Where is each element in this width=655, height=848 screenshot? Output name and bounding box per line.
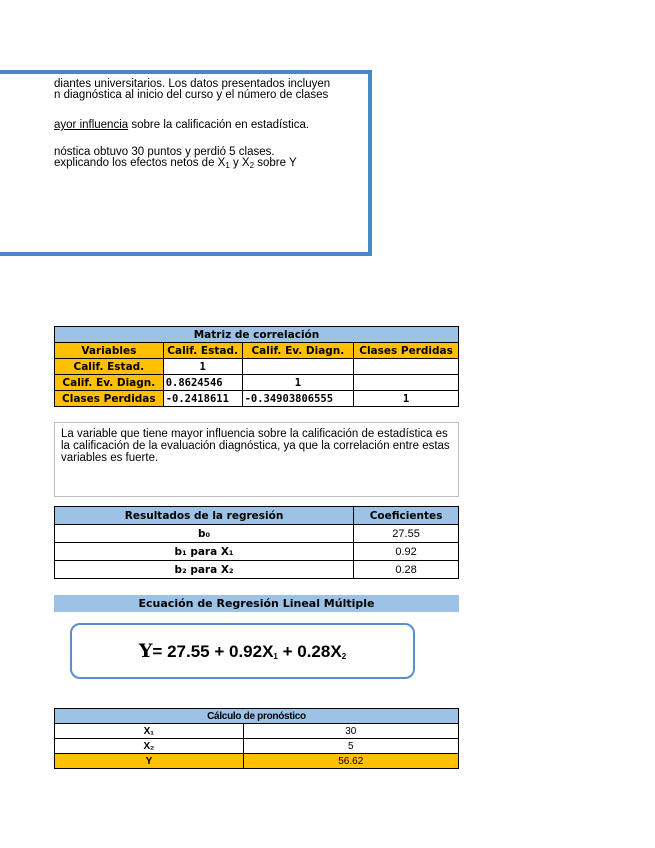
coefficients-header: Coeficientes (354, 507, 459, 525)
cell: 30 (243, 724, 458, 739)
table-row (55, 375, 459, 391)
row-label: b₂ para X₂ (55, 561, 354, 579)
equation-part-a: = 27.55 + 0.92X (152, 642, 274, 661)
row-label: b₀ (55, 525, 354, 543)
forecast-title: Cálculo de pronóstico (55, 709, 459, 724)
equation-sub-2: 2 (341, 652, 347, 661)
table-row (55, 739, 459, 754)
table-row (55, 543, 459, 561)
statement-line-3 (54, 119, 309, 131)
forecast-result: 56.62 (243, 754, 458, 769)
statement-line-5-b: y X (229, 157, 250, 169)
table-row (55, 391, 459, 407)
cell: 1 (163, 359, 242, 375)
equation-sub-1: 1 (273, 652, 278, 661)
cell: 0.8624546 (163, 375, 242, 391)
statement-line-5-a: explicando los efectos netos de X (54, 157, 226, 169)
correlation-header-row (55, 343, 459, 359)
statement-line-3-rest: sobre la calificación en estadística. (128, 119, 310, 131)
cell (354, 375, 459, 391)
cell: 1 (354, 391, 459, 407)
equation-part-b: + 0.28X (277, 642, 342, 661)
correlation-title: Matriz de correlación (55, 327, 459, 343)
problem-statement-box (0, 70, 372, 256)
cell (354, 359, 459, 375)
statement-line-5 (54, 157, 297, 172)
correlation-matrix-table (54, 326, 459, 407)
cell: 5 (243, 739, 458, 754)
subscript-1: 1 (225, 161, 230, 170)
equation-y: Y (138, 640, 153, 662)
statement-line-5-c: sobre Y (254, 157, 297, 169)
header-calif-estad: Calif. Estad. (163, 343, 242, 359)
row-label: Calif. Estad. (55, 359, 164, 375)
statement-line-1: diantes universitarios. Los datos presentados incluyen (54, 78, 331, 90)
conclusion-note: La variable que tiene mayor influencia sobre la calificación de estadística es la calificación de la evaluación diagnóstica, ya que la correlación entre estas variables es fuerte. (54, 422, 459, 497)
regression-title: Resultados de la regresión (55, 507, 354, 525)
cell: 1 (242, 375, 354, 391)
statement-line-4: nóstica obtuvo 30 puntos y perdió 5 clases. (54, 146, 275, 158)
row-label: b₁ para X₁ (55, 543, 354, 561)
table-row (55, 754, 459, 769)
subscript-2: 2 (249, 161, 255, 170)
statement-line-2: n diagnóstica al inicio del curso y el número de clases (54, 89, 329, 101)
equation-title: Ecuación de Regresión Lineal Múltiple (54, 595, 459, 612)
header-calif-ev-diagn: Calif. Ev. Diagn. (242, 343, 354, 359)
cell: -0.34903806555 (242, 391, 354, 407)
cell: -0.2418611 (163, 391, 242, 407)
header-clases-perdidas: Clases Perdidas (354, 343, 459, 359)
regression-results-table (54, 506, 459, 579)
cell: 0.28 (354, 561, 459, 579)
table-row (55, 359, 459, 375)
emphasis-text: ayor influencia (54, 119, 129, 131)
row-label: X₂ (55, 739, 244, 754)
forecast-table (54, 708, 459, 769)
equation-box (70, 623, 415, 679)
row-label: Y (55, 754, 244, 769)
cell (242, 359, 354, 375)
row-label: X₁ (55, 724, 244, 739)
cell: 0.92 (354, 543, 459, 561)
row-label: Clases Perdidas (55, 391, 164, 407)
table-row (55, 724, 459, 739)
cell: 27.55 (354, 525, 459, 543)
table-row (55, 525, 459, 543)
row-label: Calif. Ev. Diagn. (55, 375, 164, 391)
header-variables: Variables (55, 343, 164, 359)
table-row (55, 561, 459, 579)
